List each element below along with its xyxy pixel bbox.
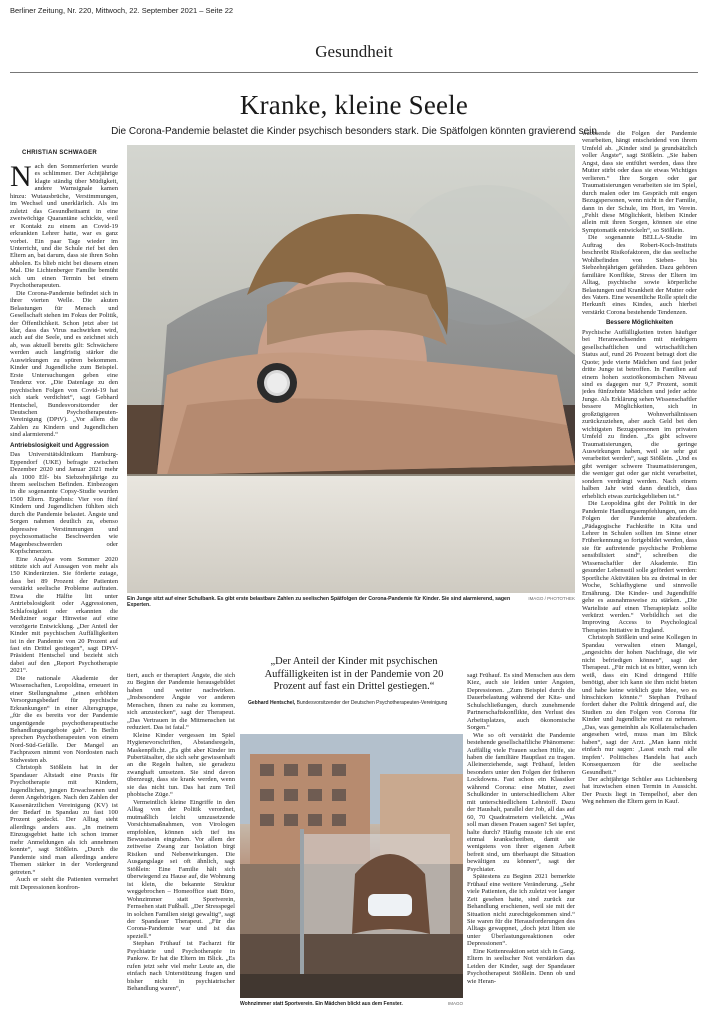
headline: Kranke, kleine Seele: [239, 90, 469, 120]
paragraph: Psychische Auffälligkeiten treten häufiger bei Heranwachsenden mit niedrigem gesellschaftlichen und wirtschaftlichen Status auf, rund 26 Prozent betragt dort die Quote; jede vierte Mädchen und fast jeder dritte Junge ist betroffen. In Familien auf einem hohen sozioökonomischen Niveau sind es dagegen nur 9,7 Prozent, somit jedes fünfzehnte Mädchen und jeder achte Junge. Als Erklärung sehen Wissenschaftler bessere Möglichkeiten, sich in großzügigeren Wohnverhältnissen zurückzuziehen, aber auch Geld bei den wichtigsten Bezugspersonen im privaten Umfeld zu finden. „Es gibt schwere Traumatisierungen, die geringe Auswirkungen haben, weil sie sehr gut verarbeitet werden“, sagt Stößlein. „Und es gibt weniger schwere Traumatisierungen, die weniger gut oder gar nicht verarbeitet, sondern verdrängt werden. Nach einem halben Jahr wird dann deutlich, dass erheblich etwas zurückgeblieben ist.“: [582, 328, 697, 500]
quote-author: Gebhard Hentschel,: [248, 700, 296, 706]
quote-attribution: [248, 700, 460, 706]
paragraph: Vermeintlich kleine Eingriffe in den Alltag von der Politik verordnet, mutmaßlich leicht umzusetzende Vorsichtsmaßnahmen, von Virologen empfohlen, können sich tief ins Bewusstsein eingraben. Vor allem der zeitweise Zwang zur Isolation birgt Risiken und Nebenwirkungen. Die Ausgangslage sei oft ähnlich, sagt Stößlein: Eine Familie hält sich überwiegend zu Hause auf, die Wohnung ist klein, die bekannte Struktur weggebrochen – Homeoffice statt Büro, Wohnzimmer statt Sportverein, Fernsehen statt Fußball. „Der Stresspegel in solchen Familien steigt gewaltig“, sagt der Spandauer Therapeut. „Für die Corona-Pandemie war und ist das speziell.“: [127, 798, 235, 940]
paragraph: Eine Analyse vom Sommer 2020 stützte sich auf Aussagen von mehr als 150 Kinderärzten. Sie förderte zutage, dass bei 89 Prozent der Patienten verstärkt seelische Probleme auftraten. Etwa die Hälfte litt unter Antriebslosigkeit oder Aggressionen, Schlafosigkeit oder erkannten die Mediziner sogar Hinweise auf eine verzögerte Entwicklung. „Der Anteil der Kinder mit psychischen Auffälligkeiten ist in der Pandemie von 20 Prozent auf fast ein Drittel gestiegen“, sagt DPtV-Präsident Hentschel und bezieht sich dabei auf den „Report Psychotherapie 2021“.: [10, 555, 118, 675]
photo-credit: IMAGO / PHOTOTHEK: [528, 596, 575, 601]
paragraph: Spätestens zu Beginn 2021 bemerkte Frühauf eine weitere Veränderung. „Sehr viele Patienten, die ich zuletzt vor langer Zeit gesehen hatte, sind zurück zur Behandlung erschienen, weil sie mit der Situation nicht zurechtgekommen sind.“ Sie waren für die Herausforderungen des Alltags gewappnet, „doch jetzt litten sie unter Überlastungsreaktionen oder Depressionen“.: [467, 873, 575, 948]
subheading: Antriebslosigkeit und Aggression: [10, 441, 109, 449]
caption-text: Ein Junge sitzt auf einer Schulbank. Es gibt erste belastbare Zahlen zu seelischen Spätfolgen der Corona-Pandemie für Kinder. Sie sind alarmierend, sagen Experten.: [127, 596, 511, 608]
masthead: Berliner Zeitung, Nr. 220, Mittwoch, 22. September 2021 – Seite 22: [10, 6, 234, 15]
paragraph: Das Universitätsklinikum Hamburg-Eppendorf (UKE) befragte zwischen Dezember 2020 und Januar 2021 mehr als 1000 Elf- bis Siebzehnjährige zu ihrem seelischen Befinden. Einbezogen in die sogenannte Copsy-Studie wurden 1500 Eltern. Ergebnis: Vier von fünf Kindern und Jugendlichen fühlten sich durch die Pandemie belastet. Ängste und Sorgen nahmen deutlich zu, ebenso depressive Verstimmungen und psychosomatische Beschwerden wie Magenbeschwerden oder Kopfschmerzen.: [10, 451, 118, 556]
secondary-photo-girl-window: [240, 734, 463, 998]
main-photo-boy-at-desk: [127, 145, 575, 593]
paragraph: ach den Sommerferien wurde es schlimmer. Der Achtjährige klagte ständig über Müdigkeit, andere Warnsignale kamen hinzu: Wutausbrüche, Verstimmungen, im Wechsel und unerklärlich. Als im zuletzt das Gesundheitsamt in eine zweiwöchige Quarantäne schickte, weil er Kontakt zu einem an Covid-19 erkrankten Lehrer hatte, war es ganz vorbei. Ein paar Tage wieder im Unterricht, und die Schule rief bei den Eltern an, bat darum, dass sie ihren Sohn abholen. Es blieb nicht bei diesem einen Mal. Die Lichtenberger Familie bemüht sich um einen Termin bei einem Psychotherapeuten.: [10, 163, 118, 290]
article-column-3: [467, 672, 575, 1018]
secondary-photo-caption: [240, 1001, 463, 1007]
photo-illustration: [127, 145, 575, 593]
caption-text: Wohnzimmer statt Sportverein. Ein Mädchen blickt aus dem Fenster.: [240, 1001, 403, 1007]
paragraph: Wie so oft verstärkt die Pandemie bestehende gesellschaftliche Phänomene: Auffällig viele Frauen suchen Hilfe, sie haben die familiäre Hauptlast zu tragen. Alleinerziehende, sagt Frühauf, leiden besonders unter den Folgen der früheren Lockdowns. Fast schon ein Klassiker während Corona: eine Mutter, zwei Schulkinder in unterschiedlichem Alter mit unterschiedlichem Lehrstoff. Dazu der Haushalt, parallel der Job, all das auf 60, 70 Quadratmetern vielleicht. „Was soll man diesen Frauen sagen? Sei tapfer, halte durch? Häufig musste ich sie erst einmal krankschreiben, damit sie wenigstens von ihrer eigenen Arbeit befreit sind, um überhaupt die Situation bewältigen zu können“, sagt der Psychiater.: [467, 731, 575, 873]
photo-illustration: [240, 734, 463, 998]
article-column-2: [127, 672, 235, 1018]
subheading: Bessere Möglichkeiten: [605, 319, 674, 327]
paragraph: tiert, auch er therapiert Ängste, die sich zu Beginn der Pandemie herausgebildet haben und weiter nachwirken. „Insbesondere Ängste vor anderen Menschen, ihnen zu nahe zu kommen, sich anzustecken“, sagt der Therapeut. „Das Vertrauen in die Mitmenschen ist reduziert. Das ist fatal.“: [127, 672, 235, 732]
paragraph: Die Corona-Pandemie befindet sich in ihrer vierten Welle. Die akuten Belastungen für Mensch und Gesellschaft stehen im Fokus der Politik, der Öffentlichkeit. Schon jetzt aber ist klar, dass das Virus nachwirken wird, auch auf die Seele, und es zeichnet sich ab, was aktuell bereits gilt: Schwächere werden auch langfristig stärker die Auswirkungen zu spüren bekommen. Kinder und Jugendliche zum Beispiel. Erste Untersuchungen geben eine Tendenz vor. „Die Datenlage zu den psychischen Folgen von Covid-19 hat sich stark verdichtet“, sagt Gebhard Hentschel, Bundesvorsitzender der Deutschen Psychotherapeuten-Vereinigung (DPtV). „Vor allem die Zahlen zu Kindern und Jugendlichen sind alarmierend.“: [10, 289, 118, 439]
paragraph: wachsende die Folgen der Pandemie verarbeiten, hängt entscheidend von ihrem Umfeld ab. „Kinder sind ja grundsätzlich voller Ängste“, sagt Stößlein. „Sie haben Angst, dass sie entführt werden, dass ihre Mutter stirbt oder dass sie etwas Wichtiges verlieren.“ Ihre Sorgen oder gar Traumatisierungen verarbeiten sie im Spiel, durch malen oder im Gespräch mit engen Bezugspersonen, wenn nicht in der Familie, dann in der Schule, im Hort, im Verein. „Fehlt diese Möglichkeit, bleiben Kinder allein mit ihren Sorgen, können sie eine Symptomatik entwickeln“, so Stößlein.: [582, 130, 697, 234]
paragraph: Christoph Stößlein hat in der Spandauer Altstadt eine Praxis für Psychotherapie mit Kindern, Jugendlichen, jungen Erwachsenen und deren Angehörigen. Nach den Zahlen der Kassenärztlichen Vereinigung (KV) ist der Bedarf in Spandau zu fast 100 Prozent gedeckt. Der Alltag sieht allerdings anders aus. „In meinem Einzugsgebiet hatte ich schon immer mehr Anmeldungen als ich annehmen konnte“, sagt Stößlein. „Durch die Pandemie sind man allerdings andere Themen stärker in der Vordergrund getreten.“: [10, 764, 118, 876]
paragraph: Der achtjährige Schüler aus Lichtenberg hat inzwischen einen Termin in Aussicht. Der Praxis liegt in Tempelhof, aber den Weg nehmen die Eltern gern in Kauf.: [582, 775, 697, 806]
paragraph: Kleine Kinder vergessen im Spiel Hygienevorschriften, Abstandsregeln, Maskenpflicht. „Es gibt aber Kinder im Pubertätsalter, die sich sehr gewissenhaft an die Regeln halten, sie geradezu zwanghaft umsetzen. Sie sind davon überzeugt, dass sie krank werden, wenn sie das nicht tun. Das hat zum Teil phobische Züge.“: [127, 731, 235, 799]
article-column-1: [10, 163, 118, 1018]
paragraph: Christoph Stößlein und seine Kollegen in Spandau verwalten einen Mangel, „angesichts der hohen Nachfrage, die wir nicht befriedigen können“, sagt der Therapeut. „Für mich ist es bitter, wenn ich weiß, dass ein Kind dringend Hilfe benötigt, aber ich kann sie ihm nicht bieten und habe keine wirklich gute Idee, wo es hinschicken könnte.“ Stephan Frühauf fordert daher die Politik dringend auf, die Studien zu den Folgen von Corona für Kinder und Jugendliche ernst zu nehmen. „Das, was gemeinhin als Kollateralschaden angesehen wird, muss man im Blick haben“, sagt der Arzt. „Man kann nicht einfach nur sagen: ‚Lasst euch mal alle impfen‘. Politisches Handeln hat auch Konsequenzen für die seelische Gesundheit.“: [582, 634, 697, 776]
subheadline: Die Corona-Pandemie belastet die Kinder psychisch besonders stark. Die Spätfolgen könnten gravierend sein: [111, 126, 597, 137]
paragraph: Die nationale Akademie der Wissenschaften, Leopoldina, erneuert in einer Stellungnahme „einen erhöhten Versorgungsbedarf für psychische Erkrankungen“ in einer Altersgruppe, „für die es bereits vor der Pandemie ungenügende psychotherapeutische Behandlungsangebote gab“. In Berlin sprechen Psychotherapeuten von einem Nord-Süd-Gefälle. Der Mangel an Fachpraxen nimmt von Nordosten nach Südwesten ab.: [10, 674, 118, 764]
photo-credit: IMAGO: [447, 1001, 463, 1006]
paragraph: Die Leopoldina gibt der Politik in der Pandemie Handlungsempfehlungen, um die Folgen der Pandemie abzufedern. „Pädagogische Fachkräfte in Kita und Lehrer in Schulen sollten im Sinne einer Früherkennung so fortgebildet werden, dass sie für auftretende psychische Probleme sensibilisiert sind“, schreiben die Wissenschaftler der Akademie. Ein gesunder Lebensstil solle gefördert werden: Sportliche Aktivitäten bis zu dreimal in der Woche, Schlafhygiene und sinnvolle Ernährung. Die Kinder- und Jugendhilfe gehe es ausnahmsweise zu stärken. „Die Warteliste auf einen Therapieplatz sollte verkürzt werden.“ Vorbildlich sei die Improving Access to Psychological Therapies Initiative in England.: [582, 500, 697, 634]
paragraph: Die sogenannte BELLA-Studie im Auftrag des Robert-Koch-Instituts beschreibt Risikofaktoren, die das seelische Wohlbefinden von Sieben- bis Siebzehnjährigen gefährden. Dazu gehören familiäre Konflikte, Stress der Eltern im Alltag, psychische sowie körperliche Belastungen und Krankheit der Mutter oder des Vaters. Eine wesentliche Rolle spielt die Herkunft eines Kindes, auch hierbei verstärkt Corona bestehende Tendenzen.: [582, 234, 697, 316]
article-column-4: [582, 130, 697, 1018]
main-photo-caption: [127, 596, 575, 608]
pull-quote: „Der Anteil der Kinder mit psychischen Auffälligkeiten ist in der Pandemie von 20 Prozent auf fast ein Drittel gestiegen.“: [264, 656, 444, 692]
dropcap: N: [10, 163, 32, 193]
section-title: Gesundheit: [315, 42, 393, 61]
paragraph: sagt Frühauf. Es sind Menschen aus dem Kiez, auch sie leiden unter Ängsten, Depressionen. „Zum Beispiel durch die Dauerbelastung während der Kita- und Schulschließungen, durch zunehmende Partnerschaftskonflikte, den Verlust des Arbeitsplatzes, auch ökonomische Sorgen.“: [467, 672, 575, 732]
author-byline: CHRISTIAN SCHWAGER: [22, 150, 98, 156]
paragraph: Auch er sieht die Patienten vermehrt mit Depressionen konfron-: [10, 876, 118, 891]
paragraph: Stephan Frühauf ist Facharzt für Psychiatrie und Psychotherapie in Pankow. Er hat die Eltern im Blick. „Es rufen jetzt sehr viel mehr Leute an, die einfach nach Unterstützung fragen und bisher nicht in psychiatrischer Behandlung waren“,: [127, 940, 235, 993]
quote-role: Bundesvorsitzender der Deutschen Psychotherapeuten-Vereinigung: [296, 700, 448, 706]
section-divider: [10, 72, 698, 73]
paragraph: Eine Kettenreaktion setzt sich in Gang. Eltern in seelischer Not verstärken das Leiden der Kinder, sagt der Spandauer Psychotherapeut Stößlein. Denn ob und wie Heran-: [467, 947, 575, 985]
